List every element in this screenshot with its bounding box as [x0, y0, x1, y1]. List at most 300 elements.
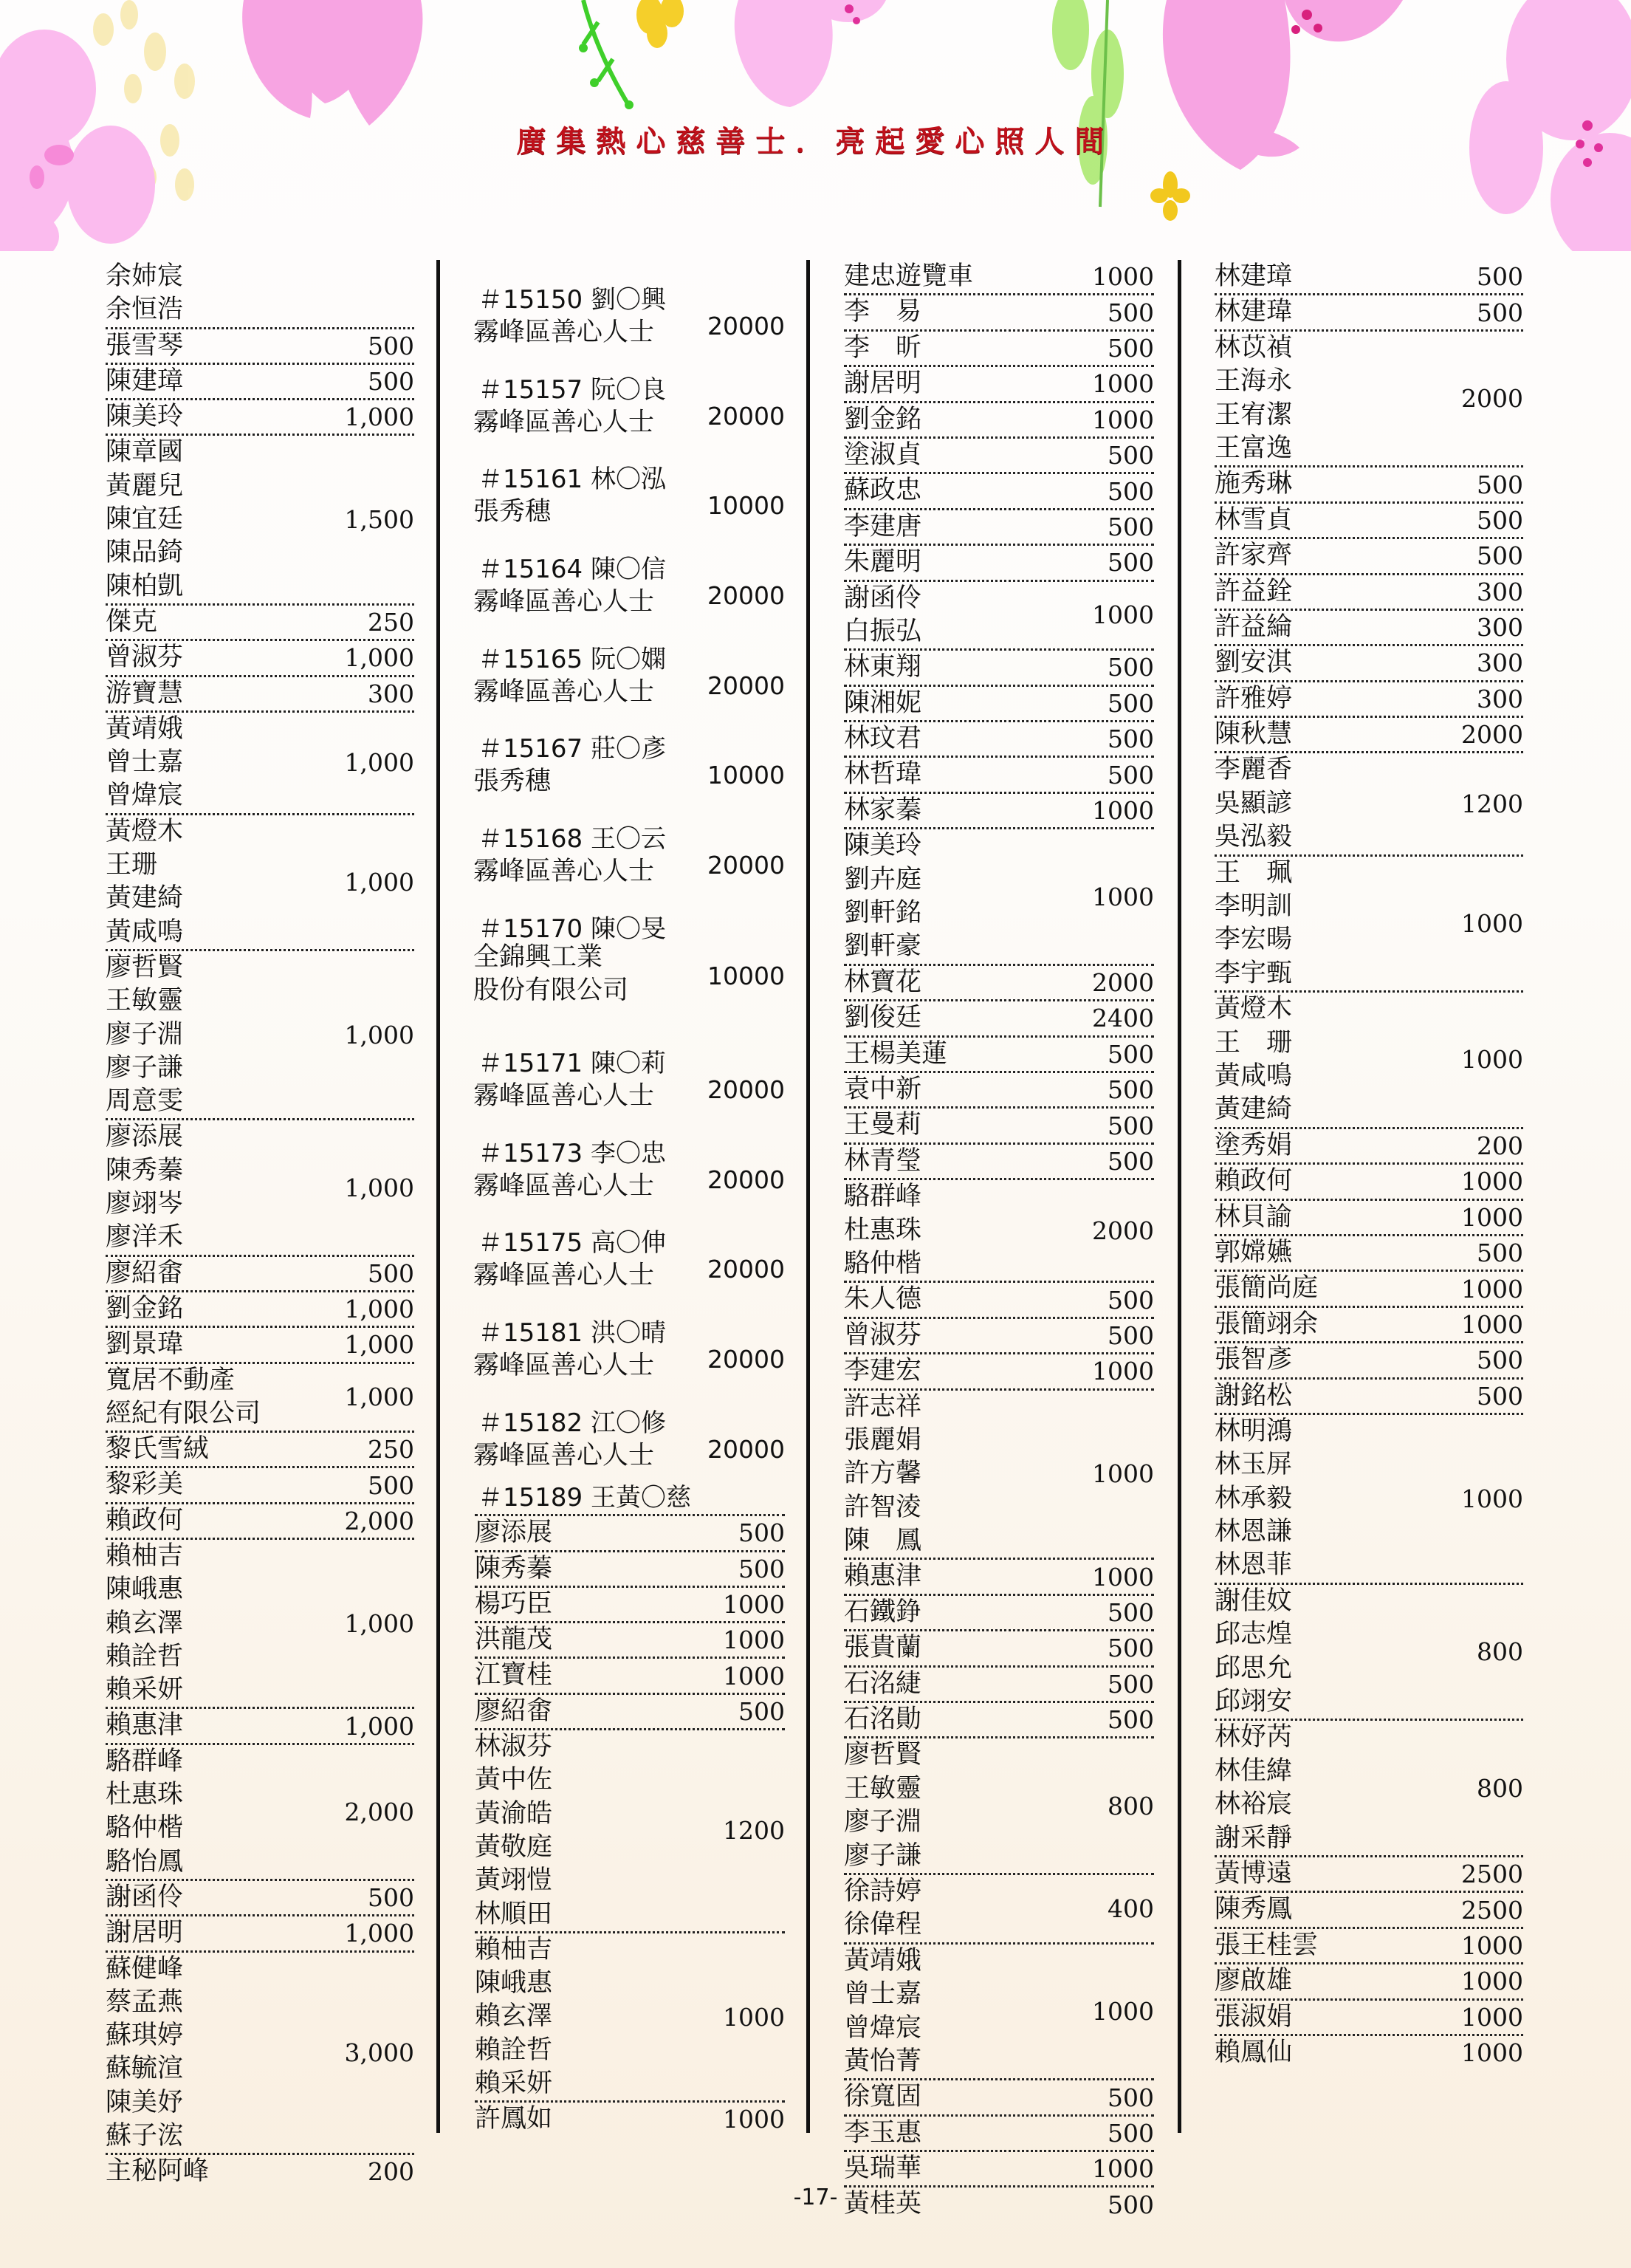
donor-names: [106, 1540, 345, 1707]
donation-group: [106, 1745, 414, 1881]
donor-names: [106, 1468, 368, 1501]
donor-column-3: [844, 260, 1154, 2221]
donation-group: [1215, 504, 1523, 539]
donor-name: 許智淩: [844, 1492, 922, 1522]
donation-group: [844, 295, 1154, 331]
donor-names: [1215, 2001, 1461, 2034]
donation-group: [1215, 1964, 1523, 2000]
donation-amount: 2500: [1461, 1895, 1523, 1925]
donor-name: 陳美玲: [106, 402, 184, 432]
donor-names: [844, 1560, 1092, 1593]
donor-name: 蘇毓渲: [106, 2054, 184, 2084]
donor-name: 李麗香: [1215, 755, 1293, 785]
donor-names: [1215, 682, 1477, 716]
donor-names: [106, 2155, 368, 2188]
donor-name: 曾士嘉: [106, 747, 184, 778]
donation-group: [844, 1283, 1154, 1318]
donor-name: 黃靖娥: [844, 1945, 922, 1976]
donation-amount: 2,000: [344, 1506, 414, 1535]
case-donation-block: [475, 534, 785, 624]
donor-name: 李建宏: [844, 1356, 922, 1386]
donor-name: 黃建綺: [1215, 1094, 1293, 1125]
donation-amount: 500: [368, 331, 414, 360]
donation-group: [844, 1145, 1154, 1180]
donation-amount: 2000: [1461, 720, 1523, 750]
donor-names: [106, 1257, 368, 1290]
donor-name: 賴鳳仙: [1215, 2037, 1293, 2067]
donation-group: [106, 1881, 414, 1916]
donation-group: [106, 1540, 414, 1709]
donor-name: 劉安淇: [1215, 648, 1293, 678]
donation-amount: 500: [1108, 1669, 1154, 1699]
donor-name: 霧峰區善心人士: [473, 857, 655, 887]
donation-group: [844, 1560, 1154, 1595]
donation-group: [844, 403, 1154, 439]
donation-amount: 10000: [707, 761, 785, 790]
donation-amount: 500: [1477, 541, 1523, 571]
case-donation-block: [475, 624, 785, 714]
donor-name: 王珊: [106, 850, 158, 880]
donor-names: [844, 332, 1108, 365]
donation-amount: 500: [1108, 2083, 1154, 2112]
donor-name: 黃靖娥: [106, 713, 184, 744]
donor-name: 陳秀鳳: [1215, 1894, 1293, 1925]
donor-name: 王 珊: [1215, 1027, 1293, 1058]
donation-amount: 300: [1477, 684, 1523, 713]
donation-amount: 20000: [707, 671, 785, 700]
donor-names: [106, 1433, 368, 1466]
donor-name: 王海永: [1215, 366, 1293, 397]
donor-names: [106, 1881, 368, 1914]
donation-group: [106, 400, 414, 436]
donor-name: 王楊美蓮: [844, 1038, 948, 1069]
donation-amount: 500: [1108, 441, 1154, 470]
donor-names: [844, 1945, 1092, 2079]
donor-name: 許志祥: [844, 1391, 922, 1422]
donor-name: 游寶慧: [106, 678, 184, 708]
donor-name: 石洺勛: [844, 1705, 922, 1735]
donor-name: 賴柚吉: [475, 1934, 553, 1964]
donation-amount: 1000: [723, 2002, 785, 2032]
donation-group: [844, 332, 1154, 367]
case-number-header: ＃15161 林〇泓: [478, 465, 666, 495]
donation-amount: 1200: [1461, 789, 1523, 819]
donation-amount: 10000: [707, 491, 785, 521]
donor-name: 許雅婷: [1215, 683, 1293, 713]
donor-name: 黎氏雪絨: [106, 1434, 210, 1464]
donor-name: 霧峰區善心人士: [473, 1350, 655, 1380]
donor-name: 駱群峰: [106, 1746, 184, 1776]
donation-amount: 1200: [723, 1816, 785, 1846]
donor-name: 王曼莉: [844, 1110, 922, 1140]
donor-name: 黃中佐: [475, 1765, 553, 1795]
donor-names: [1215, 2036, 1461, 2069]
donor-names: [844, 1391, 1092, 1558]
donor-name: 陳美妤: [106, 2087, 184, 2117]
donor-name: 林建瑋: [1215, 297, 1293, 327]
donor-name: 林裕宸: [1215, 1789, 1293, 1820]
donor-name: 朱麗明: [844, 547, 922, 578]
donor-name: 廖添展: [475, 1518, 553, 1548]
donor-name: 廖紹畬: [475, 1696, 553, 1726]
donation-amount: 500: [1108, 1320, 1154, 1350]
donor-names: [106, 1916, 345, 1950]
donor-name-line: 全錦興工業: [473, 942, 603, 972]
donor-name: 謝采靜: [1215, 1823, 1293, 1853]
donor-name: 林順田: [475, 1899, 553, 1929]
donor-names: [844, 260, 1092, 293]
donation-group: [475, 1695, 785, 1730]
donor-names: [106, 260, 414, 327]
donation-group: [844, 1001, 1154, 1037]
donor-name: 黃咸鳴: [1215, 1061, 1293, 1091]
donation-amount: 2000: [1461, 384, 1523, 414]
donation-amount: 1000: [1092, 262, 1154, 292]
donation-amount: 500: [1477, 262, 1523, 292]
donation-group: [844, 1703, 1154, 1738]
donor-names: [475, 1933, 723, 2100]
case-donation-block: [475, 804, 785, 894]
donor-names: [1215, 1893, 1461, 1926]
donation-amount: 1000: [1092, 600, 1154, 630]
donation-group: [1215, 467, 1523, 503]
donor-names: [106, 606, 368, 639]
donor-names: [106, 1504, 345, 1538]
donor-name: 黃咸鳴: [106, 917, 184, 947]
donor-names: [106, 677, 368, 710]
donor-name: 廖哲賢: [106, 952, 184, 982]
donor-name: 陳湘妮: [844, 688, 922, 718]
donor-names: [1215, 1129, 1477, 1162]
donor-name: 霧峰區善心人士: [473, 1261, 655, 1291]
donor-name: 黎彩美: [106, 1470, 184, 1500]
donation-amount: 500: [1477, 1381, 1523, 1411]
donor-name: 林淑芬: [475, 1732, 553, 1762]
donor-name: 陳秋慧: [1215, 719, 1293, 750]
donation-group: [1215, 1929, 1523, 1964]
donor-name: 霧峰區善心人士: [473, 676, 655, 707]
donation-amount: 500: [368, 367, 414, 397]
donation-amount: 1000: [1092, 405, 1154, 434]
case-number-header: ＃15189 王黃〇慈: [475, 1481, 785, 1516]
donor-name: 吳顯諺: [1215, 788, 1293, 818]
donation-group: [844, 439, 1154, 474]
donor-name: 劉金銘: [106, 1293, 184, 1323]
donor-names: [1215, 1165, 1461, 1198]
donor-name: 王宥潔: [1215, 400, 1293, 430]
donation-group: [844, 1180, 1154, 1283]
donation-amount: 500: [1108, 512, 1154, 541]
donation-group: [844, 1596, 1154, 1631]
donor-names: [1215, 504, 1477, 537]
donor-names: [106, 436, 345, 603]
donation-amount: 1000: [1461, 1967, 1523, 1996]
donation-group: [1215, 646, 1523, 682]
donation-group: [1215, 993, 1523, 1129]
page-title: 廣集熱心慈善士．亮起愛心照人間: [516, 125, 1115, 159]
donor-names: [475, 1695, 738, 1728]
donor-name: 李宏暘: [1215, 925, 1293, 955]
donation-group: [106, 1709, 414, 1744]
donation-amount: 500: [1108, 1146, 1154, 1176]
donor-names: [106, 641, 345, 674]
donation-group: [1215, 1857, 1523, 1893]
donor-names: [1215, 1964, 1461, 1998]
donation-amount: 1000: [723, 1625, 785, 1655]
case-number-header: ＃15168 王〇云: [478, 824, 666, 854]
donor-name: 黃敬庭: [475, 1832, 553, 1862]
donor-name: 霧峰區善心人士: [473, 1171, 655, 1201]
donor-name: 主秘阿峰: [106, 2156, 210, 2187]
donor-name: 黃博遠: [1215, 1858, 1293, 1888]
case-donor-list: [475, 1516, 785, 2136]
donation-amount: 500: [1108, 1634, 1154, 1663]
donor-name: 徐偉程: [844, 1910, 922, 1940]
donor-names: [844, 1354, 1092, 1388]
donor-name: 經紀有限公司: [106, 1398, 261, 1428]
donation-group: [844, 2117, 1154, 2152]
donation-amount: 1,000: [344, 1609, 414, 1638]
donor-name: 廖子淵: [844, 1807, 922, 1837]
donation-group: [106, 606, 414, 641]
donation-group: [106, 1292, 414, 1328]
donor-names: [106, 815, 345, 949]
donation-amount: 500: [1477, 1239, 1523, 1268]
donor-name: 謝居明: [106, 1918, 184, 1948]
donor-names: [844, 1073, 1108, 1106]
donation-amount: 2400: [1092, 1004, 1154, 1033]
donor-name: 陳品錡: [106, 538, 184, 568]
donor-names: [844, 1703, 1108, 1736]
donation-group: [1215, 575, 1523, 611]
donor-names: [1215, 1721, 1477, 1855]
donation-group: [844, 1738, 1154, 1875]
donation-amount: 500: [1108, 1705, 1154, 1735]
donation-amount: 500: [1477, 505, 1523, 535]
donation-group: [106, 1257, 414, 1292]
donor-names: [1215, 753, 1461, 854]
donation-amount: 1,000: [344, 643, 414, 673]
donor-name: 黃桂英: [844, 2189, 922, 2219]
donation-amount: 1,000: [344, 1020, 414, 1049]
donation-group: [844, 829, 1154, 966]
donor-name: 余恒浩: [106, 295, 184, 325]
case-number-header: ＃15171 陳〇莉: [478, 1048, 666, 1078]
case-donation-block: [475, 264, 785, 354]
donor-name-line: 股份有限公司: [473, 975, 629, 1005]
donor-names: [1215, 718, 1461, 751]
donation-group: [844, 474, 1154, 510]
donation-group: [844, 1038, 1154, 1073]
donation-amount: 1,000: [344, 402, 414, 432]
donor-names: [844, 758, 1108, 791]
donor-name: 張雪琴: [106, 330, 184, 360]
donation-amount: 1,500: [344, 505, 414, 535]
case-donation-block: [475, 713, 785, 804]
donor-names: [844, 582, 1092, 649]
donation-amount: 800: [1477, 1637, 1523, 1667]
donor-name: 賴惠津: [844, 1561, 922, 1592]
donor-name: 郭嫦嬿: [1215, 1237, 1293, 1267]
donation-group: [844, 722, 1154, 758]
donor-names: [106, 1292, 345, 1326]
donation-group: [1215, 1380, 1523, 1415]
donor-name: 余姉宸: [106, 261, 184, 291]
donation-amount: 500: [1108, 476, 1154, 506]
donation-amount: 1000: [1461, 1274, 1523, 1303]
donation-amount: 300: [368, 679, 414, 708]
donor-name: 塗秀娟: [1215, 1130, 1293, 1160]
donor-name: 謝佳妏: [1215, 1586, 1293, 1616]
donation-group: [844, 2080, 1154, 2116]
donor-name: 賴采妍: [106, 1675, 184, 1705]
donation-amount: 1,000: [344, 1330, 414, 1360]
donor-name: 廖哲賢: [844, 1740, 922, 1770]
donor-names: [844, 829, 1092, 964]
donor-name: 劉金銘: [844, 404, 922, 434]
donor-name: 謝居明: [844, 369, 922, 399]
donation-amount: 1000: [1461, 2002, 1523, 2032]
case-number-header: ＃15173 李〇忠: [478, 1138, 666, 1168]
donor-names: [475, 1552, 738, 1586]
donation-amount: 1000: [1092, 882, 1154, 911]
donation-amount: 500: [1108, 2190, 1154, 2219]
donor-names: [1215, 1343, 1477, 1377]
donation-group: [1215, 2001, 1523, 2036]
donor-name: 袁中新: [844, 1074, 922, 1104]
donor-name: 陳柏凱: [106, 571, 184, 601]
donor-names: [844, 1738, 1108, 1873]
donation-group: [106, 365, 414, 400]
donor-name: 林苡禎: [1215, 332, 1293, 363]
donation-group: [475, 1516, 785, 1552]
donor-names: [844, 1631, 1108, 1665]
donor-name: 許鳳如: [475, 2104, 553, 2134]
donor-name: [473, 941, 628, 1007]
donor-names: [106, 1745, 345, 1879]
donor-name: 張麗娟: [844, 1425, 922, 1455]
donation-amount: 500: [368, 1470, 414, 1500]
donor-names: [844, 403, 1092, 436]
donor-names: [1215, 857, 1461, 991]
donor-names: [106, 329, 368, 363]
case-number-header: ＃15170 陳〇旻: [478, 914, 666, 944]
donor-name: 楊巧臣: [475, 1589, 553, 1619]
donor-names: [1215, 295, 1477, 329]
donor-name: 廖啟雄: [1215, 1966, 1293, 1996]
donor-names: [844, 794, 1092, 827]
donor-names: [844, 687, 1108, 720]
donor-name: 曾煒宸: [844, 2012, 922, 2043]
donation-group: [1215, 1201, 1523, 1236]
donation-amount: 1,000: [344, 1383, 414, 1412]
donor-name: 洪龍茂: [475, 1625, 553, 1655]
donation-amount: 2,000: [344, 1797, 414, 1826]
case-donation-block: [475, 1388, 785, 1478]
donation-group: [106, 1364, 414, 1433]
donor-name: 陳 鳳: [844, 1526, 922, 1556]
donation-group: [844, 2152, 1154, 2188]
donor-name: 賴詮哲: [475, 2035, 553, 2065]
donation-amount: 2500: [1461, 1860, 1523, 1889]
donation-amount: 500: [1477, 1346, 1523, 1375]
donation-amount: 2000: [1092, 1216, 1154, 1245]
donor-name: 廖洋禾: [106, 1222, 184, 1253]
donor-name: 江寶桂: [475, 1660, 553, 1690]
donation-group: [844, 1391, 1154, 1560]
donor-name: 李 易: [844, 297, 922, 327]
donor-name: 霧峰區善心人士: [473, 1440, 655, 1470]
case-number-header: ＃15167 莊〇彥: [478, 734, 666, 764]
donor-name: 陳章國: [106, 437, 184, 467]
donor-names: [844, 1283, 1108, 1316]
donor-name: 李建唐: [844, 511, 922, 541]
donor-name: 劉軒銘: [844, 898, 922, 928]
donor-names: [1215, 1380, 1477, 1413]
donation-amount: 2000: [1092, 968, 1154, 997]
donation-group: [106, 1433, 414, 1468]
donor-name: 陳美玲: [844, 831, 922, 861]
donor-name: 許益銓: [1215, 576, 1293, 606]
donation-amount: 800: [1477, 1773, 1523, 1803]
donor-column-4: [1215, 260, 1523, 2069]
donor-names: [1215, 1201, 1461, 1234]
donor-name: 蘇子浤: [106, 2121, 184, 2151]
donor-name: 林貝諭: [1215, 1202, 1293, 1232]
case-donation-block: [475, 1118, 785, 1208]
donation-amount: 300: [1477, 613, 1523, 643]
donation-group: [1215, 295, 1523, 331]
donor-name: 蔡孟燕: [106, 1987, 184, 2017]
donor-name: 施秀琳: [1215, 469, 1293, 499]
donor-name: 廖子謙: [844, 1840, 922, 1871]
donor-names: [844, 722, 1108, 756]
donation-group: [844, 966, 1154, 1001]
donation-amount: 500: [1108, 1598, 1154, 1628]
donor-name: 廖子淵: [106, 1019, 184, 1049]
donor-name: 黃建綺: [106, 883, 184, 914]
donor-name: 駱怡鳳: [106, 1846, 184, 1877]
donation-group: [844, 546, 1154, 581]
donor-name: 林建璋: [1215, 261, 1293, 291]
donor-name: 駱仲楷: [844, 1248, 922, 1278]
donor-names: [844, 1875, 1108, 1942]
donor-name: 張秀穗: [473, 497, 552, 527]
case-number-header: ＃15164 陳〇信: [478, 555, 666, 585]
donor-name: 李明訓: [1215, 891, 1293, 922]
donation-amount: 3,000: [344, 2038, 414, 2067]
donation-group: [1215, 1236, 1523, 1272]
donor-name: 張智彥: [1215, 1345, 1293, 1375]
donor-name: 林雪貞: [1215, 504, 1293, 535]
donor-names: [844, 2152, 1092, 2185]
donor-names: [844, 1668, 1108, 1701]
donor-names: [475, 1730, 723, 1931]
donor-name: 石鐵錚: [844, 1597, 922, 1627]
donor-name: 黃燈木: [106, 816, 184, 846]
donor-name: 廖紹畬: [106, 1258, 184, 1288]
donor-name: 劉軒豪: [844, 931, 922, 962]
donor-name: 林青瑩: [844, 1145, 922, 1176]
donation-amount: 1,000: [344, 1919, 414, 1948]
donor-names: [475, 1516, 738, 1549]
donor-name: 謝銘松: [1215, 1380, 1293, 1411]
donor-name: 賴政何: [106, 1505, 184, 1535]
donor-names: [844, 2117, 1108, 2150]
donation-group: [475, 1623, 785, 1659]
donation-group: [1215, 1893, 1523, 1928]
donor-names: [844, 2080, 1108, 2114]
